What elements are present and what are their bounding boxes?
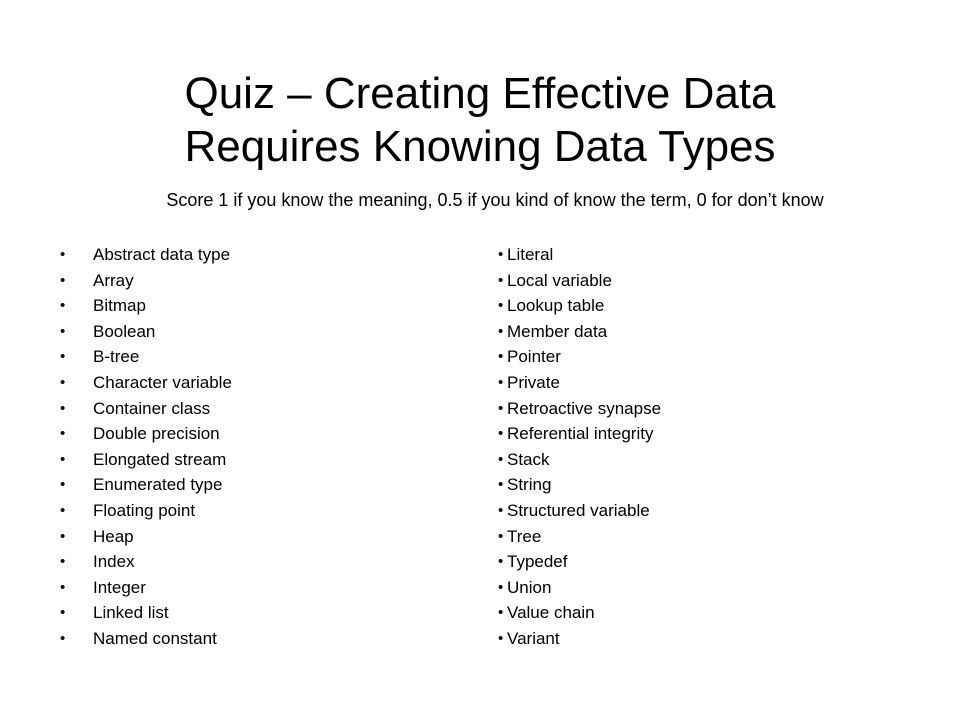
term-label: Index xyxy=(93,552,135,572)
bullet-icon: • xyxy=(60,297,66,315)
bullet-icon: • xyxy=(60,399,66,417)
term-label: Private xyxy=(507,372,560,392)
bullet-icon: • xyxy=(60,578,66,596)
term-label: B-tree xyxy=(93,347,140,367)
bullet-icon: • xyxy=(498,271,504,289)
bullet-icon: • xyxy=(498,399,504,417)
term-label: Local variable xyxy=(507,270,612,290)
bullet-icon: • xyxy=(60,629,66,647)
slide-title-line-2: Requires Knowing Data Types xyxy=(184,122,776,172)
bullet-icon: • xyxy=(498,501,504,519)
term-label: Retroactive synapse xyxy=(507,398,662,418)
bullet-icon: • xyxy=(60,604,66,622)
term-label: Literal xyxy=(507,245,554,264)
bullet-icon: • xyxy=(498,348,504,366)
bullet-icon: • xyxy=(60,246,66,263)
bullet-icon: • xyxy=(60,425,66,443)
term-label: Bitmap xyxy=(93,296,146,316)
slide-title xyxy=(0,67,960,173)
term-label: Container class xyxy=(93,398,211,418)
bullet-icon: • xyxy=(498,527,504,545)
bullet-icon: • xyxy=(498,450,504,468)
term-label: Integer xyxy=(93,577,146,597)
slide-title-line-1: Quiz – Creating Effective Data xyxy=(184,69,776,119)
bullet-icon: • xyxy=(498,246,504,263)
bullet-icon: • xyxy=(60,553,66,571)
term-label: Typedef xyxy=(507,552,568,572)
term-label: Member data xyxy=(507,321,608,341)
bullet-icon: • xyxy=(498,322,504,340)
scoring-instructions: Score 1 if you know the meaning, 0.5 if you kind of know the term, 0 for don’t know xyxy=(166,190,824,210)
term-label: Pointer xyxy=(507,347,561,367)
bullet-icon: • xyxy=(498,373,504,391)
term-label: Linked list xyxy=(93,603,169,623)
term-label: Elongated stream xyxy=(93,449,227,469)
bullet-icon: • xyxy=(60,450,66,468)
term-label: Referential integrity xyxy=(507,424,654,444)
term-label: String xyxy=(507,475,552,495)
term-label: Heap xyxy=(93,526,134,546)
bullet-icon: • xyxy=(60,527,66,545)
bullet-icon: • xyxy=(498,578,504,596)
bullet-icon: • xyxy=(498,297,504,315)
term-label: Boolean xyxy=(93,321,156,341)
bullet-icon: • xyxy=(60,271,66,289)
bullet-icon: • xyxy=(498,553,504,571)
bullet-icon: • xyxy=(498,604,504,622)
term-label: Stack xyxy=(507,449,550,469)
bullet-icon: • xyxy=(60,501,66,519)
term-label: Variant xyxy=(507,628,560,648)
term-label: Tree xyxy=(507,526,542,546)
term-label: Floating point xyxy=(93,500,196,520)
term-label: Value chain xyxy=(507,603,595,623)
bullet-icon: • xyxy=(60,476,66,494)
bullet-icon: • xyxy=(498,425,504,443)
bullet-icon: • xyxy=(60,373,66,391)
term-label: Character variable xyxy=(93,372,232,392)
bullet-icon: • xyxy=(60,348,66,366)
term-label: Abstract data type xyxy=(93,245,231,264)
term-label: Structured variable xyxy=(507,500,650,520)
bullet-icon: • xyxy=(498,629,504,647)
term-label: Lookup table xyxy=(507,296,605,316)
term-label: Enumerated type xyxy=(93,475,223,495)
term-label: Union xyxy=(507,577,552,597)
bullet-icon: • xyxy=(60,322,66,340)
term-label: Array xyxy=(93,270,134,290)
term-label: Named constant xyxy=(93,628,217,648)
bullet-icon: • xyxy=(498,476,504,494)
term-label: Double precision xyxy=(93,424,220,444)
